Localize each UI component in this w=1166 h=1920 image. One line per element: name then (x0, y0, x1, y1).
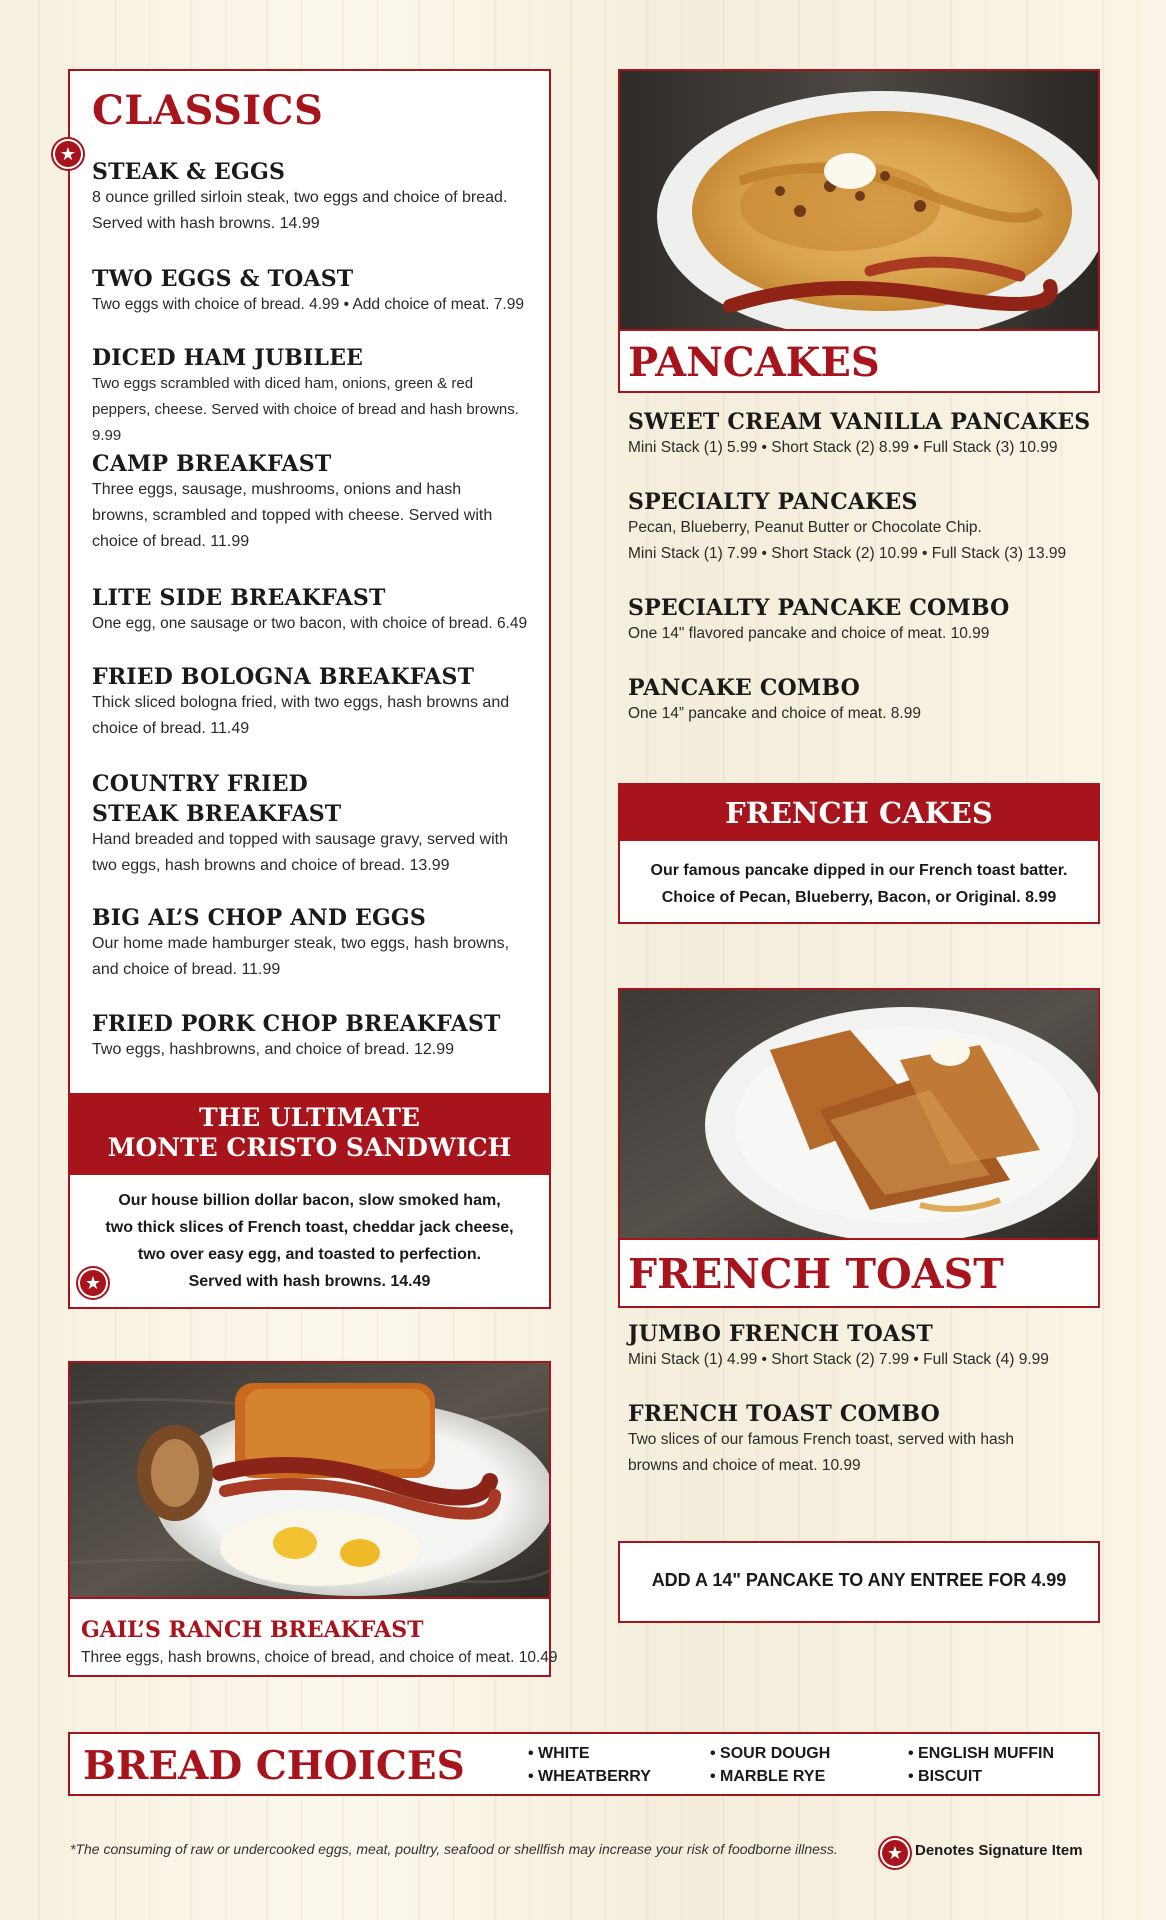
menu-item-pancake-combo (628, 675, 1098, 727)
monte-cristo-description (70, 1187, 549, 1295)
signature-star-icon: ★ (878, 1836, 912, 1870)
monte-cristo-line: two thick slices of French toast, cheddar jack cheese, (105, 1219, 514, 1236)
french-toast-photo (618, 988, 1100, 1240)
item-desc: Two eggs, hashbrowns, and choice of bread. 12.99 (92, 1041, 455, 1058)
bread-option-biscuit: • BISCUIT (908, 1768, 983, 1785)
item-desc: One 14" flavored pancake and choice of meat. 10.99 (628, 625, 990, 642)
bread-option-english-muffin: • ENGLISH MUFFIN (908, 1745, 1055, 1762)
item-desc: Mini Stack (1) 4.99 • Short Stack (2) 7.99 • Full Stack (4) 9.99 (628, 1351, 1049, 1368)
menu-item-camp-breakfast (92, 451, 517, 555)
item-title: STEAK & EGGS (92, 159, 286, 185)
item-title: FRIED PORK CHOP BREAKFAST (92, 1011, 501, 1037)
monte-cristo-title-line2: MONTE CRISTO SANDWICH (107, 1133, 512, 1162)
item-desc: 8 ounce grilled sirloin steak, two eggs and choice of bread. Served with hash browns. 14.99 (92, 189, 508, 232)
bread-choices-panel (68, 1732, 1100, 1796)
monte-cristo-line: Served with hash browns. 14.49 (188, 1273, 431, 1290)
french-cakes-line: Choice of Pecan, Blueberry, Bacon, or Original. 8.99 (661, 889, 1057, 906)
monte-cristo-title-line1: THE ULTIMATE (199, 1103, 420, 1132)
item-desc-line2: Mini Stack (1) 7.99 • Short Stack (2) 10.99 • Full Stack (3) 13.99 (628, 545, 1067, 562)
french-cakes-panel (618, 783, 1100, 924)
menu-item-specialty-pancake-combo (628, 595, 1098, 647)
menu-item-french-toast-combo (628, 1401, 1068, 1479)
signature-item-legend: Denotes Signature Item (915, 1842, 1083, 1859)
item-desc: Three eggs, sausage, mushrooms, onions and hash browns, scrambled and topped with cheese. Served with choice of bread. 11.99 (92, 481, 493, 550)
pancakes-photo (618, 69, 1100, 331)
classics-heading: CLASSICS (92, 87, 324, 134)
pancake-plate-illustration (620, 71, 1100, 331)
item-title: FRENCH TOAST COMBO (628, 1401, 941, 1427)
item-title: FRIED BOLOGNA BREAKFAST (92, 664, 475, 690)
gails-desc: Three eggs, hash browns, choice of bread, and choice of meat. 10.49 (81, 1649, 558, 1666)
item-title: SPECIALTY PANCAKE COMBO (628, 595, 1010, 621)
item-title-line2: STEAK BREAKFAST (92, 801, 342, 827)
item-desc: Two eggs with choice of bread. 4.99 • Add choice of meat. 7.99 (92, 296, 524, 313)
classics-panel (68, 69, 551, 1309)
gails-ranch-breakfast-caption (68, 1597, 558, 1677)
french-cakes-description (620, 857, 1098, 911)
item-desc: Two eggs scrambled with diced ham, onions, green & red peppers, cheese. Served with choice of bread and hash browns. 9.99 (92, 375, 519, 444)
pancakes-heading: PANCAKES (628, 339, 880, 386)
menu-item-fried-bologna-breakfast (92, 664, 512, 742)
item-title: LITE SIDE BREAKFAST (92, 585, 386, 611)
french-cakes-title: FRENCH CAKES (725, 796, 993, 830)
gails-ranch-breakfast-photo (68, 1361, 551, 1599)
monte-cristo-line: two over easy egg, and toasted to perfection. (137, 1246, 482, 1263)
pancake-addon-text: ADD A 14" PANCAKE TO ANY ENTREE FOR 4.99 (651, 1570, 1067, 1590)
menu-item-two-eggs-toast (92, 266, 532, 318)
item-desc: Our home made hamburger steak, two eggs, hash browns, and choice of bread. 11.99 (92, 935, 510, 978)
pancake-addon-box (618, 1541, 1100, 1623)
item-title: BIG AL’S CHOP AND EGGS (92, 905, 427, 931)
signature-star-icon: ★ (51, 137, 85, 171)
item-title: DICED HAM JUBILEE (92, 345, 364, 371)
item-desc: Mini Stack (1) 5.99 • Short Stack (2) 8.99 • Full Stack (3) 10.99 (628, 439, 1058, 456)
monte-cristo-line: Our house billion dollar bacon, slow smoked ham, (118, 1192, 501, 1209)
bread-option-sour-dough: • SOUR DOUGH (710, 1745, 831, 1762)
item-desc: One 14” pancake and choice of meat. 8.99 (628, 705, 921, 722)
menu-item-specialty-pancakes (628, 489, 1098, 567)
item-title: CAMP BREAKFAST (92, 451, 332, 477)
french-cakes-title-bar (620, 785, 1098, 841)
item-title: JUMBO FRENCH TOAST (628, 1321, 933, 1347)
french-toast-heading: FRENCH TOAST (628, 1250, 1004, 1298)
foodborne-illness-disclaimer: *The consuming of raw or undercooked eggs, meat, poultry, seafood or shellfish may increase your risk of foodborne illness. (70, 1841, 838, 1857)
menu-item-country-fried-steak (92, 771, 532, 879)
pancakes-heading-box (618, 329, 1100, 393)
item-desc: Pecan, Blueberry, Peanut Butter or Chocolate Chip. (628, 519, 982, 536)
item-title: PANCAKE COMBO (628, 675, 861, 701)
monte-cristo-title-bar (70, 1093, 549, 1175)
french-toast-plate-illustration (620, 990, 1100, 1240)
menu-item-diced-ham-jubilee (92, 345, 532, 449)
bread-choices-heading: BREAD CHOICES (83, 1743, 465, 1789)
menu-item-fried-pork-chop (92, 1011, 532, 1063)
signature-star-icon: ★ (76, 1266, 110, 1300)
item-desc: Hand breaded and topped with sausage gravy, served with two eggs, hash browns and choice of bread. 13.99 (92, 831, 508, 874)
item-title: SWEET CREAM VANILLA PANCAKES (628, 409, 1091, 435)
menu-item-sweet-cream-vanilla-pancakes (628, 409, 1098, 461)
gails-title: GAIL’S RANCH BREAKFAST (81, 1617, 424, 1643)
item-title: TWO EGGS & TOAST (92, 266, 354, 292)
menu-item-jumbo-french-toast (628, 1321, 1098, 1373)
item-title: SPECIALTY PANCAKES (628, 489, 918, 515)
menu-item-big-als-chop (92, 905, 532, 983)
french-toast-heading-box (618, 1238, 1100, 1308)
breakfast-plate-illustration (70, 1363, 551, 1599)
menu-item-lite-side-breakfast (92, 585, 532, 637)
item-desc: One egg, one sausage or two bacon, with choice of bread. 6.49 (92, 615, 528, 632)
bread-option-marble-rye: • MARBLE RYE (710, 1768, 826, 1785)
item-desc: Thick sliced bologna fried, with two eggs, hash browns and choice of bread. 11.49 (92, 694, 510, 737)
bread-option-white: • WHITE (528, 1745, 590, 1762)
item-title: COUNTRY FRIED (92, 771, 308, 797)
bread-option-wheatberry: • WHEATBERRY (528, 1768, 651, 1785)
item-desc: Two slices of our famous French toast, served with hash browns and choice of meat. 10.99 (628, 1431, 1014, 1474)
french-cakes-line: Our famous pancake dipped in our French toast batter. (650, 862, 1068, 879)
menu-item-steak-eggs (92, 159, 532, 237)
